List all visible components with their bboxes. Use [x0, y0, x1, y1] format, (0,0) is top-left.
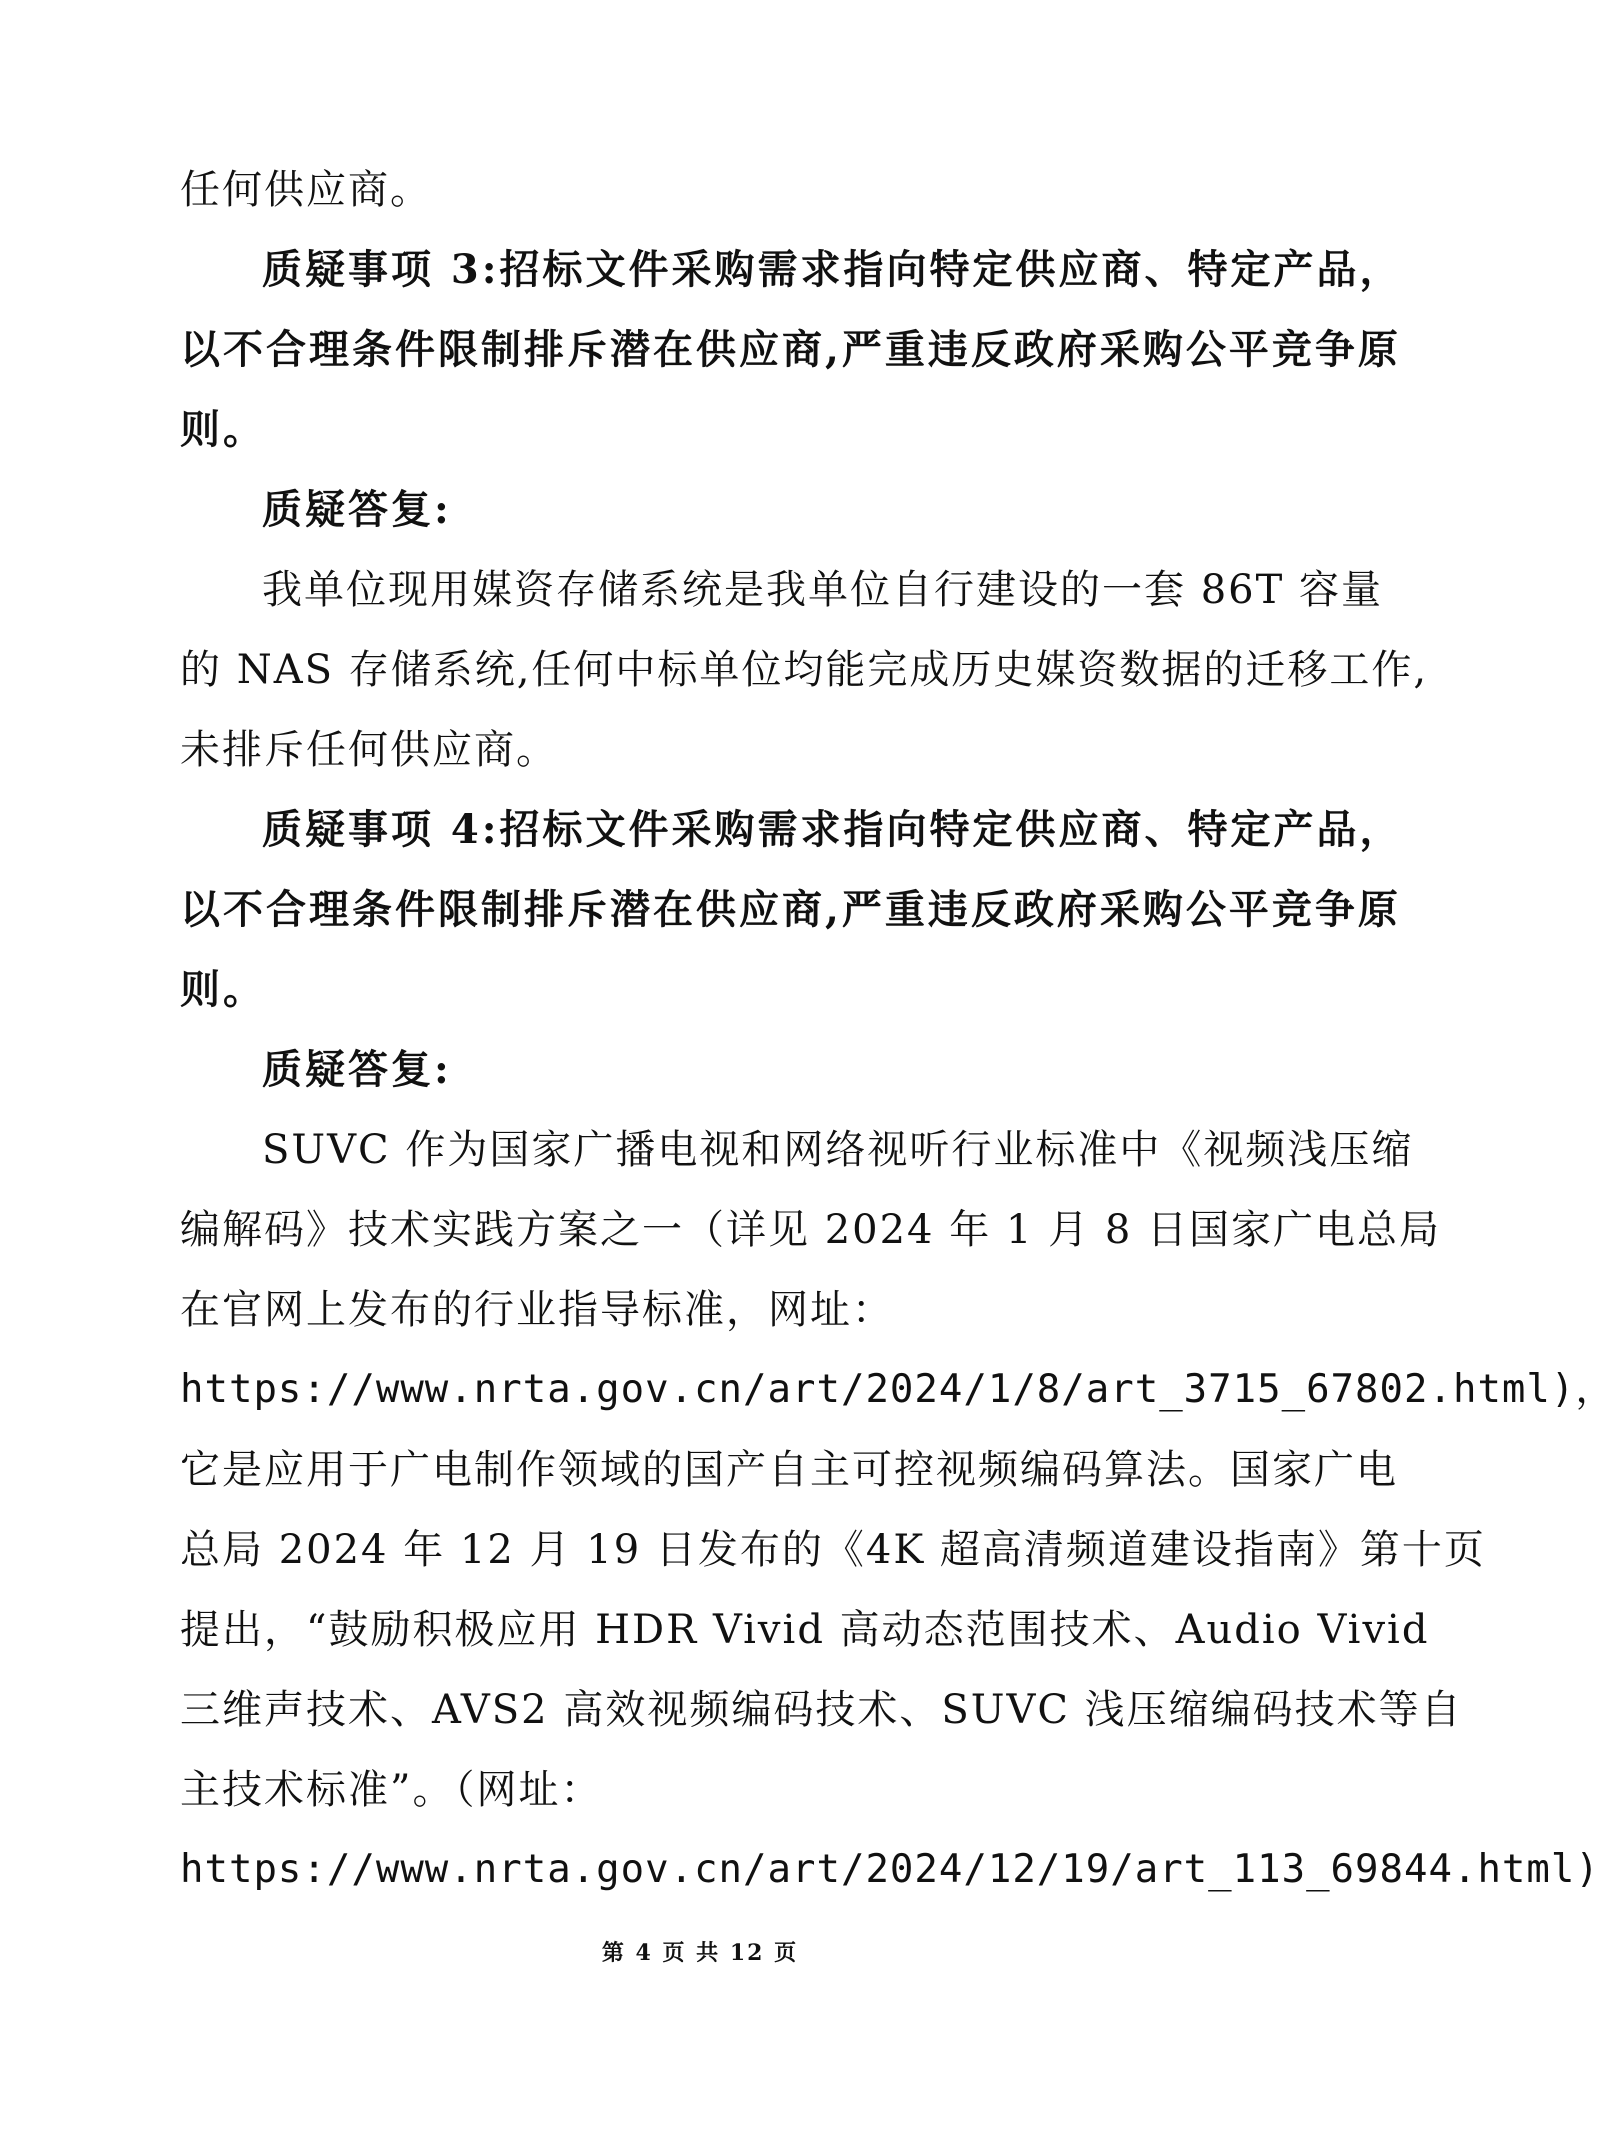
body-line: 它是应用于广电制作领域的国产自主可控视频编码算法。国家广电: [180, 1447, 1398, 1493]
reply-heading: 质疑答复:: [262, 1046, 452, 1093]
body-line: 编解码》技术实践方案之一（详见 2024 年 1 月 8 日国家广电总局: [180, 1207, 1441, 1253]
objection-heading: 以不合理条件限制排斥潜在供应商,严重违反政府采购公平竞争原: [180, 886, 1401, 933]
reference-url: https://www.nrta.gov.cn/art/2024/12/19/art_113_69844.html): [180, 1847, 1600, 1892]
body-line: 总局 2024 年 12 月 19 日发布的《4K 超高清频道建设指南》第十页: [180, 1527, 1486, 1573]
body-line: 提出，“鼓励积极应用 HDR Vivid 高动态范围技术、Audio Vivid: [180, 1607, 1430, 1653]
objection-heading: 质疑事项 4:招标文件采购需求指向特定供应商、特定产品，: [262, 806, 1403, 853]
body-line: SUVC 作为国家广播电视和网络视听行业标准中《视频浅压缩: [262, 1127, 1414, 1173]
body-line: 我单位现用媒资存储系统是我单位自行建设的一套 86T 容量: [262, 567, 1384, 613]
objection-heading: 质疑事项 3:招标文件采购需求指向特定供应商、特定产品，: [262, 246, 1403, 293]
body-line: 在官网上发布的行业指导标准，网址：: [180, 1287, 894, 1333]
body-line: 任何供应商。: [180, 167, 432, 213]
reference-url: https://www.nrta.gov.cn/art/2024/1/8/art_3715_67802.html)，: [180, 1367, 1615, 1412]
body-line: 的 NAS 存储系统,任何中标单位均能完成历史媒资数据的迁移工作,: [180, 647, 1429, 693]
objection-heading: 以不合理条件限制排斥潜在供应商,严重违反政府采购公平竞争原: [180, 326, 1401, 373]
reply-heading: 质疑答复:: [262, 486, 452, 533]
document-body: [180, 150, 1615, 1910]
body-line: 主技术标准”。（网址：: [180, 1767, 603, 1813]
body-line: 三维声技术、AVS2 高效视频编码技术、SUVC 浅压缩编码技术等自: [180, 1687, 1463, 1733]
objection-heading: 则。: [180, 406, 266, 453]
body-line: 未排斥任何供应商。: [180, 727, 558, 773]
page-footer: 第 4 页 共 12 页: [601, 1940, 799, 1966]
objection-heading: 则。: [180, 966, 266, 1013]
